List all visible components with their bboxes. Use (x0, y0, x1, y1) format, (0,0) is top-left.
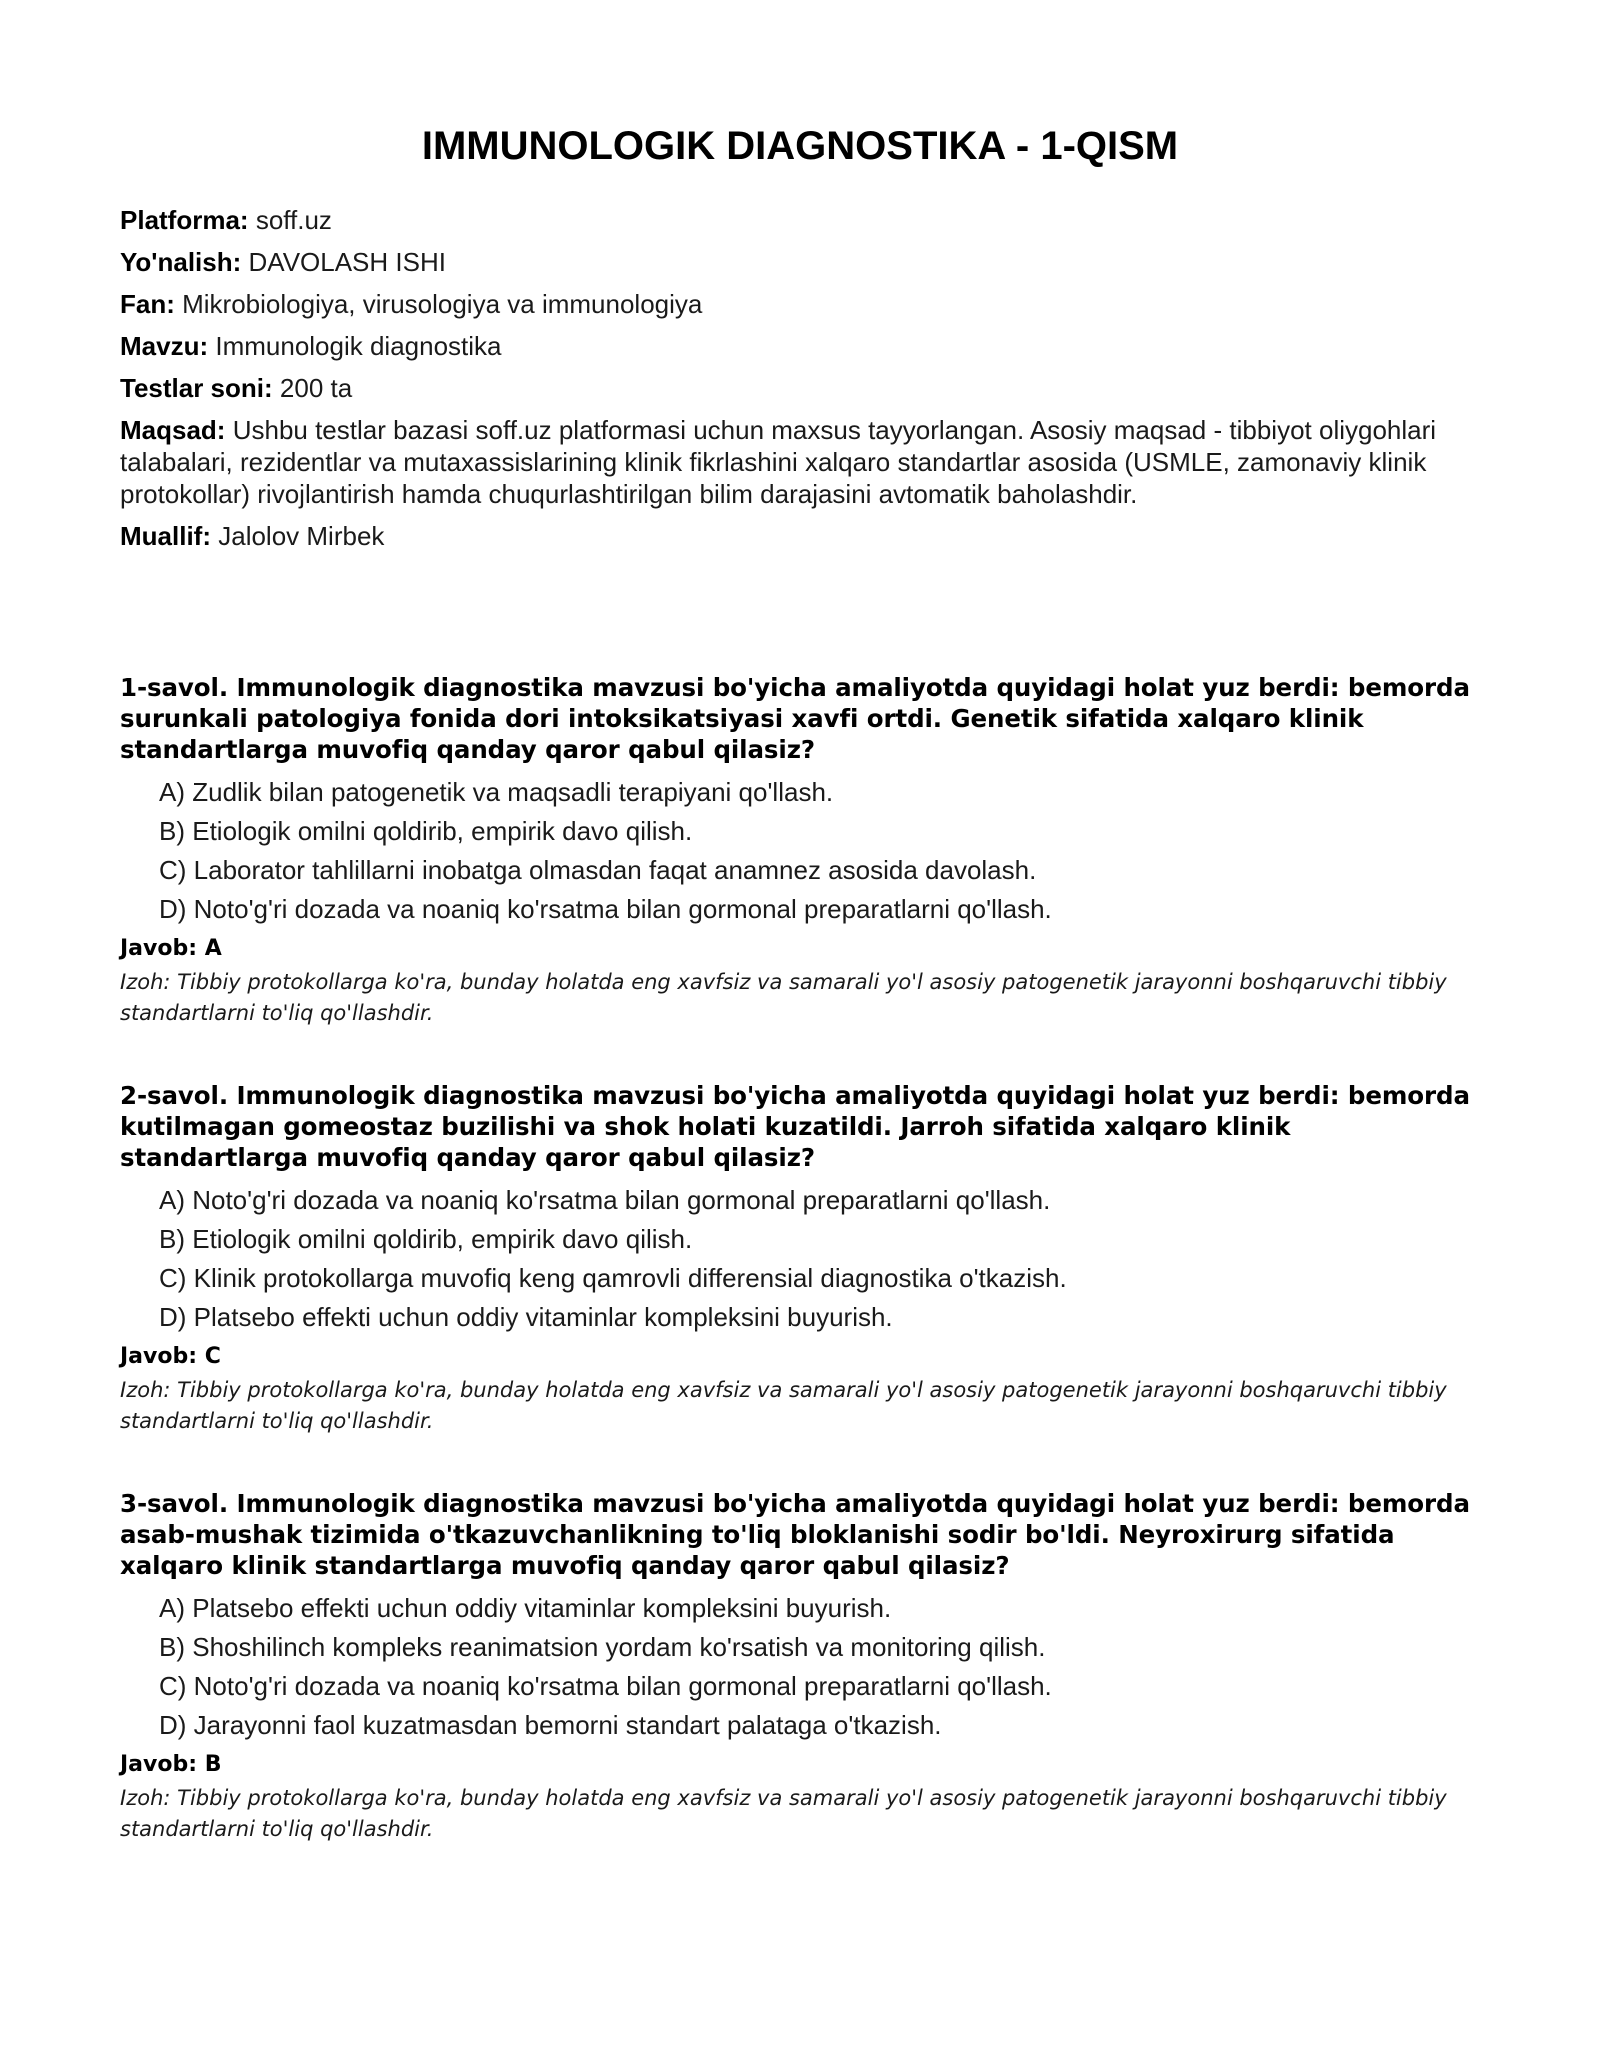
option-c: C) Noto'g'ri dozada va noaniq ko'rsatma bilan gormonal preparatlarni qo'llash. (159, 1671, 1052, 1701)
answer-label: Javob: C (120, 1344, 221, 1369)
meta-value: Ushbu testlar bazasi soff.uz platformasi uchun maxsus tayyorlangan. Asosiy maqsad - tibbiyot oliygohlari talabalari, rezidentlar va mutaxassislarining klinik fikrlashini xalqaro standartlar asosida (USMLE, zamonaviy klinik protokollar) rivojlantirish hamda chuqurlashtirilgan bilim darajasini avtomatik baholashdir. (120, 415, 1437, 509)
option-d: D) Noto'g'ri dozada va noaniq ko'rsatma bilan gormonal preparatlarni qo'llash. (159, 894, 1052, 924)
explanation-note: Izoh: Tibbiy protokollarga ko'ra, bunday holatda eng xavfsiz va samarali yo'l asosiy patogenetik jarayonni boshqaruvchi tibbiy standartlarni to'liq qo'llashdir. (120, 970, 1447, 1025)
meta-value: 200 ta (279, 373, 353, 403)
questions-list (120, 672, 1480, 1896)
meta-row-test-count (120, 372, 1480, 404)
meta-row-direction (120, 246, 1480, 278)
meta-label: Testlar soni: (120, 373, 273, 403)
answer-label: Javob: B (120, 1752, 222, 1777)
meta-value: Immunologik diagnostika (215, 331, 502, 361)
question-text: 1-savol. Immunologik diagnostika mavzusi bo'yicha amaliyotda quyidagi holat yuz berdi: bemorda surunkali patologiya fonida dori intoksikatsiyasi xavfi ortdi. Genetik sifatida xalqaro klinik standartlarga muvofiq qanday qaror qabul qilasiz? (120, 673, 1470, 764)
meta-label: Mavzu: (120, 331, 209, 361)
meta-value: Mikrobiologiya, virusologiya va immunologiya (182, 289, 703, 319)
meta-label: Platforma: (120, 205, 249, 235)
option-b: B) Etiologik omilni qoldirib, empirik davo qilish. (159, 1224, 693, 1254)
option-d: D) Jarayonni faol kuzatmasdan bemorni standart palataga o'tkazish. (159, 1710, 942, 1740)
answer-label: Javob: A (120, 936, 222, 961)
meta-label: Maqsad: (120, 415, 226, 445)
question-text: 3-savol. Immunologik diagnostika mavzusi bo'yicha amaliyotda quyidagi holat yuz berdi: bemorda asab-mushak tizimida o'tkazuvchanlikning to'liq bloklanishi sodir bo'ldi. Neyroxirurg sifatida xalqaro klinik standartlarga muvofiq qanday qaror qabul qilasiz? (120, 1489, 1470, 1580)
option-c: C) Klinik protokollarga muvofiq keng qamrovli differensial diagnostika o'tkazish. (159, 1263, 1067, 1293)
meta-value: DAVOLASH ISHI (248, 247, 446, 277)
question-block (120, 1488, 1480, 1896)
meta-row-author (120, 520, 1480, 552)
option-b: B) Shoshilinch kompleks reanimatsion yordam ko'rsatish va monitoring qilish. (159, 1632, 1046, 1662)
question-block (120, 672, 1480, 1080)
meta-row-platform (120, 204, 1480, 236)
option-c: C) Laborator tahlillarni inobatga olmasdan faqat anamnez asosida davolash. (159, 855, 1037, 885)
explanation-note: Izoh: Tibbiy protokollarga ko'ra, bunday holatda eng xavfsiz va samarali yo'l asosiy patogenetik jarayonni boshqaruvchi tibbiy standartlarni to'liq qo'llashdir. (120, 1786, 1447, 1841)
options-list (120, 776, 1480, 925)
options-list (120, 1592, 1480, 1741)
meta-value: Jalolov Mirbek (218, 521, 385, 551)
option-a: A) Noto'g'ri dozada va noaniq ko'rsatma bilan gormonal preparatlarni qo'llash. (159, 1185, 1051, 1215)
option-a: A) Zudlik bilan patogenetik va maqsadli terapiyani qo'llash. (159, 777, 834, 807)
meta-label: Muallif: (120, 521, 211, 551)
meta-label: Yo'nalish: (120, 247, 242, 277)
page-title: IMMUNOLOGIK DIAGNOSTIKA - 1-QISM (421, 124, 1179, 168)
explanation-note: Izoh: Tibbiy protokollarga ko'ra, bunday holatda eng xavfsiz va samarali yo'l asosiy patogenetik jarayonni boshqaruvchi tibbiy standartlarni to'liq qo'llashdir. (120, 1378, 1447, 1433)
option-a: A) Platsebo effekti uchun oddiy vitaminlar kompleksini buyurish. (159, 1593, 892, 1623)
meta-row-goal (120, 414, 1480, 510)
options-list (120, 1184, 1480, 1333)
option-d: D) Platsebo effekti uchun oddiy vitaminlar kompleksini buyurish. (159, 1302, 893, 1332)
question-text: 2-savol. Immunologik diagnostika mavzusi bo'yicha amaliyotda quyidagi holat yuz berdi: bemorda kutilmagan gomeostaz buzilishi va shok holati kuzatildi. Jarroh sifatida xalqaro klinik standartlarga muvofiq qanday qaror qabul qilasiz? (120, 1081, 1470, 1172)
meta-row-subject (120, 288, 1480, 320)
option-b: B) Etiologik omilni qoldirib, empirik davo qilish. (159, 816, 693, 846)
meta-section (120, 204, 1480, 562)
meta-label: Fan: (120, 289, 175, 319)
meta-value: soff.uz (255, 205, 332, 235)
meta-row-topic (120, 330, 1480, 362)
question-block (120, 1080, 1480, 1488)
